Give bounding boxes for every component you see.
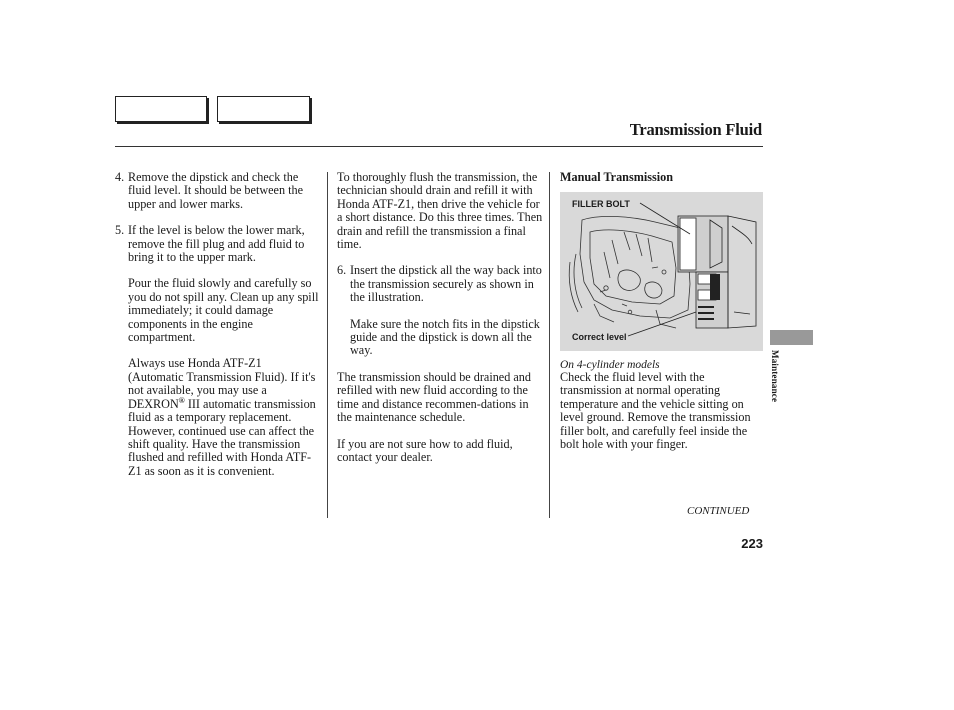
transmission-illustration xyxy=(560,192,763,351)
step-text: If the level is below the lower mark, remove the fill plug and add fluid to bring it to the upper mark. xyxy=(128,223,305,265)
label-filler-bolt: FILLER BOLT xyxy=(572,199,630,209)
paragraph-flush: To thoroughly flush the transmission, the technician should drain and refill it with Honda ATF-Z1, then drive the vehicle for a short distance. Do this three times. Then drain and refill the transmission a final time. xyxy=(337,170,543,252)
transmission-drawing xyxy=(560,192,763,351)
title-rule xyxy=(115,146,763,147)
paragraph-check: Check the fluid level with the transmission at normal operating temperature and the vehicle sitting on level ground. Remove the transmission filler bolt, and carefully feel inside the bolt hole with your finger. xyxy=(560,370,751,452)
continued-label: CONTINUED xyxy=(687,505,750,517)
step-6 xyxy=(337,264,545,304)
step-4 xyxy=(115,171,320,211)
column-1 xyxy=(115,171,320,491)
paragraph-drained: The transmission should be drained and refilled with new fluid according to the time and distance recommen-dations in the maintenance schedule. xyxy=(337,369,531,425)
section-tab-label: Maintenance xyxy=(770,350,780,403)
label-correct-level: Correct level xyxy=(572,332,627,342)
paragraph-notch: Make sure the notch fits in the dipstick guide and the dipstick is down all the way. xyxy=(350,316,540,358)
step-5 xyxy=(115,224,320,264)
step-number: 6. xyxy=(337,263,347,278)
step-text: Insert the dipstick all the way back into the transmission securely as shown in the illustration. xyxy=(350,263,542,305)
subheading-manual-transmission: Manual Transmission xyxy=(560,170,673,184)
section-title: Transmission Fluid xyxy=(629,120,762,139)
nav-button-1[interactable] xyxy=(115,96,207,122)
registered-mark: ® xyxy=(178,395,185,405)
illustration-caption: On 4-cylinder models xyxy=(560,359,660,371)
column-divider xyxy=(327,172,328,518)
nav-button-2[interactable] xyxy=(217,96,310,122)
paragraph-dealer: If you are not sure how to add fluid, contact your dealer. xyxy=(337,436,513,464)
paragraph-text: III automatic transmission fluid as a temporary replacement. However, continued use can affect the shift quality. Have the transmission flushed and refilled with Honda ATF-Z1 as soon as it is convenient. xyxy=(128,396,316,478)
step-number: 4. xyxy=(115,170,125,184)
column-3 xyxy=(560,171,765,192)
column-2 xyxy=(337,171,545,477)
paragraph-text: Always use Honda ATF-Z1 (Automatic Transmission Fluid). If it's not available, you may use a DEXRON xyxy=(128,356,316,411)
column-divider xyxy=(549,172,550,518)
section-tab[interactable] xyxy=(770,330,813,345)
paragraph-pour: Pour the fluid slowly and carefully so you do not spill any. Clean up any spill immediately; it could damage components in the engine compartment. xyxy=(128,276,319,345)
paragraph-always-use xyxy=(115,357,320,478)
step-number: 5. xyxy=(115,223,125,238)
page-number: 223 xyxy=(741,536,763,551)
step-text: Remove the dipstick and check the fluid level. It should be between the upper and lower marks. xyxy=(128,170,303,211)
